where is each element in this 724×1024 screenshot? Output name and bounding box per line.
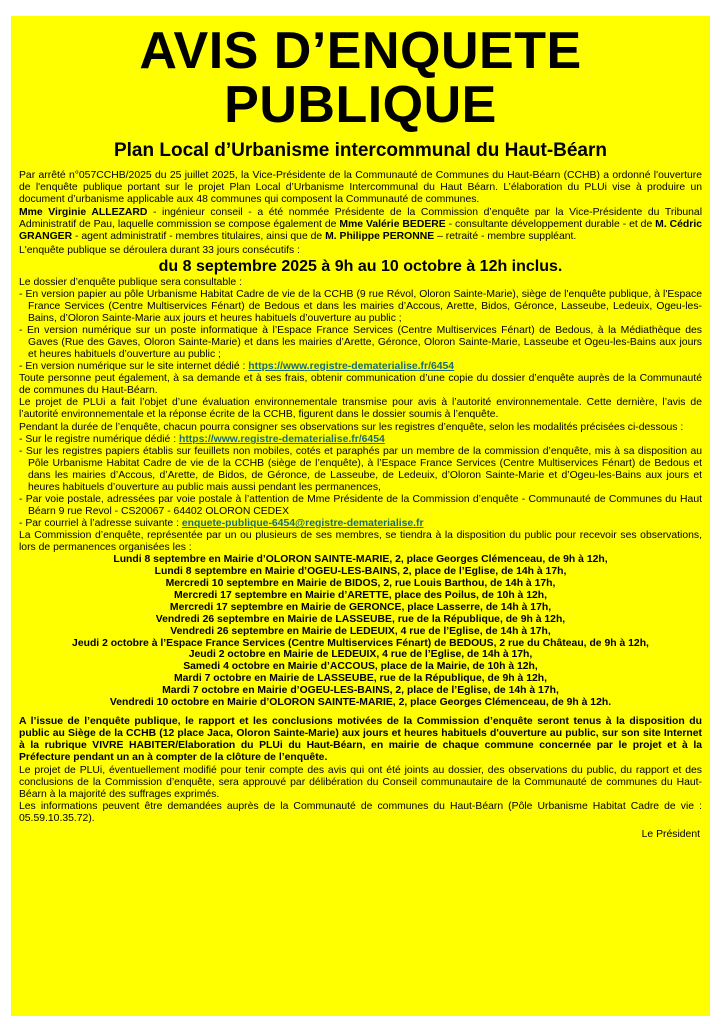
observation-item: - Par voie postale, adressées par voie postale à l’attention de Mme Présidente de la Commission d’enquête - Communauté de Communes du Haut Béarn 9 rue Revol - CS20067 - 64402 OLORON CEDEX xyxy=(19,494,702,518)
notice-title xyxy=(19,24,702,132)
permanences-intro: La Commission d’enquête, représentée par un ou plusieurs de ses membres, se tiendra à la disposition du public pour recevoir ses observations, lors de permanences organisées les : xyxy=(19,530,702,554)
permanence-item: Lundi 8 septembre en Mairie d’OLORON SAINTE-MARIE, 2, place Georges Clémenceau, de 9h à 12h, xyxy=(113,554,608,566)
permanence-item: Jeudi 2 octobre à l’Espace France Services (Centre Multiservices Fénart) de BEDOUS, 2 rue du Château, de 9h à 12h, xyxy=(72,637,649,649)
permanence-item: Jeudi 2 octobre en Mairie de LEDEUIX, 4 rue de l’Eglise, de 14h à 17h, xyxy=(188,649,533,661)
permanence-item: Mardi 7 octobre en Mairie d’OGEU-LES-BAINS, 2, place de l’Eglise, de 14h à 17h, xyxy=(162,685,559,697)
consultation-web-text: - En version numérique sur le site internet dédié : xyxy=(19,360,249,372)
commission-text-3: - agent administratif - membres titulaires, ainsi que de xyxy=(72,231,326,243)
decree-paragraph: Par arrêté n°057CCHB/2025 du 25 juillet 2025, la Vice-Présidente de la Communauté de Communes du Haut-Béarn (CCHB) a ordonné l'ouverture de l'enquête publique portant sur le projet Plan Local d’Urbanisme Intercommunal du Haut Béarn. L’élaboration du PLUi vise à produire un document d’urbanisme applicable aux 48 communes qui composent la Communauté de communes. xyxy=(19,170,702,205)
signature: Le Président xyxy=(641,829,700,841)
notice-subtitle: Plan Local d’Urbanisme intercommunal du Haut-Béarn xyxy=(113,140,608,161)
commission-text-1: - ingénieur conseil - a été nommée Présidente de la Commission d’enquête par la Vice-Présidente du Tribunal Administratif de Pau, laquelle commission se compose également de xyxy=(19,207,703,231)
copy-paragraph: Toute personne peut également, à sa demande et à ses frais, obtenir communication d’une copie du dossier d’enquête auprès de la Communauté de communes du Haut-Béarn. xyxy=(19,372,702,396)
permanence-item: Vendredi 26 septembre en Mairie de LEDEUIX, 4 rue de l’Eglise, de 14h à 17h, xyxy=(170,625,551,637)
registry-link[interactable]: https://www.registre-dematerialise.fr/6454 xyxy=(248,360,455,372)
title-line-1: AVIS D’ENQUETE xyxy=(139,22,582,80)
permanence-item: Mercredi 17 septembre en Mairie d’ARETTE, place des Poilus, de 10h à 12h, xyxy=(173,589,548,601)
approval-paragraph: Le projet de PLUi, éventuellement modifié pour tenir compte des avis qui ont été joints au dossier, des observations du public, du rapport et des conclusions de la Commission d’enquête, sera approuvé par délibération du Conseil communautaire de la Communauté de communes du Haut-Béarn à la majorité des suffrages exprimés. xyxy=(19,765,702,801)
observation-mail-text: - Par courriel à l’adresse suivante : xyxy=(19,518,182,530)
title-line-2: PUBLIQUE xyxy=(224,76,497,134)
observation-item: - Sur les registres papiers établis sur feuillets non mobiles, cotés et paraphés par un membre de la commission d’enquête, mis à sa disposition au Pôle Urbanisme Habitat Cadre de vie de la CCHB (siège de l’enquête), à l’Espace France Services (Centre Multiservices Fénart) de Bedous et dans les mairies d’Accous, d’Arette, de Bidos, de Géronce, de Lasseube, de Ledeuix, d’Oloron Sainte-Marie et d’Ogeu-les-Bains aux jours et heures habituels d’ouverture au public mais aussi pendant les permanences, xyxy=(19,446,702,494)
observation-web-text: - Sur le registre numérique dédié : xyxy=(19,434,179,446)
observations-intro: Pendant la durée de l’enquête, chacun pourra consigner ses observations sur les registres d’enquête, selon les modalités précisées ci-dessous : xyxy=(19,422,684,434)
permanence-item: Mardi 7 octobre en Mairie de LASSEUBE, rue de la République, de 9h à 12h, xyxy=(174,673,547,685)
permanence-item: Vendredi 10 octobre en Mairie d’OLORON SAINTE-MARIE, 2, place Georges Clémenceau, de 9h à 12h. xyxy=(109,697,612,709)
registry-link-observations[interactable]: https://www.registre-dematerialise.fr/6454 xyxy=(178,434,385,446)
permanences-list xyxy=(19,554,702,709)
consultation-item-web xyxy=(19,361,702,373)
notice-sheet xyxy=(11,16,710,1016)
duration-paragraph: L'enquête publique se déroulera durant 33 jours consécutifs : xyxy=(19,244,300,256)
commission-member-1: Mme Virginie ALLEZARD xyxy=(19,207,148,219)
consultation-item: - En version numérique sur un poste informatique à l’Espace France Services (Centre Multiservices Fénart) de Bedous, à la Médiathèque des Gaves (Rue des Gaves, Oloron Sainte-Marie) et dans les mairies d’Arette, Géronce, Oloron Sainte-Marie, Lasseube et Ogeu-les-Bains aux jours et heures habituels d’ouverture au public ; xyxy=(19,324,702,360)
permanence-item: Lundi 8 septembre en Mairie d’OGEU-LES-BAINS, 2, place de l’Eglise, de 14h à 17h, xyxy=(154,566,567,578)
permanence-item: Mercredi 10 septembre en Mairie de BIDOS, 2, rue Louis Barthou, de 14h à 17h, xyxy=(165,577,556,589)
consultation-item: - En version papier au pôle Urbanisme Habitat Cadre de vie de la CCHB (9 rue Révol, Oloron Sainte-Marie), siège de l'enquête publique, à l'Espace France Services (Centre Multiservices Fénart) de Bedous et dans les mairies d’Accous, Arette, Bidos, Géronce, Lasseube, Ledeuix, Ogeu-les-Bains, d’Oloron Sainte-Marie aux jours et heures habituels d’ouverture au public ; xyxy=(19,288,702,324)
enquiry-period: du 8 septembre 2025 à 9h au 10 octobre à 12h inclus. xyxy=(158,257,563,275)
permanence-item: Vendredi 26 septembre en Mairie de LASSEUBE, rue de la République, de 9h à 12h, xyxy=(155,613,566,625)
commission-member-3: M. Cédric GRANGER xyxy=(19,219,702,243)
consultation-intro: Le dossier d’enquête publique sera consultable : xyxy=(19,276,242,288)
permanence-item: Mercredi 17 septembre en Mairie de GERONCE, place Lasserre, de 14h à 17h, xyxy=(169,601,552,613)
observation-item-web xyxy=(19,434,702,446)
commission-member-4: M. Philippe PERONNE xyxy=(325,231,435,243)
email-link[interactable]: enquete-publique-6454@registre-dematerialise.fr xyxy=(181,518,424,530)
commission-paragraph xyxy=(19,207,702,243)
permanence-item: Samedi 4 octobre en Mairie d’ACCOUS, place de la Mairie, de 10h à 12h, xyxy=(183,661,538,673)
report-paragraph: A l’issue de l’enquête publique, le rapport et les conclusions motivées de la Commission d’enquête seront tenus à la disposition du public au Siège de la CCHB (12 place Jaca, Oloron Sainte-Marie) aux jours et heures habituels d'ouverture au public, sur son site Internet à la rubrique VIVRE HABITER/Elaboration du PLUi du Haut-Béarn, en mairie de chaque commune concernée par le projet et à la Préfecture pendant un an à compter de la clôture de l’enquête. xyxy=(19,715,702,763)
commission-member-2: Mme Valérie BEDERE xyxy=(339,219,446,231)
commission-text-2: - consultante développement durable - et de xyxy=(445,219,656,231)
commission-text-4: – retraité - membre suppléant. xyxy=(434,231,577,243)
environment-paragraph: Le projet de PLUi a fait l’objet d’une évaluation environnementale transmise pour avis à l’autorité environnementale. Cette dernière, l’avis de l’autorité environnementale et la réponse écrite de la CCHB, figurent dans le dossier soumis à l’enquête. xyxy=(19,396,702,420)
observation-item-mail xyxy=(19,518,702,530)
contact-paragraph: Les informations peuvent être demandées auprès de la Communauté de communes du Haut-Béarn (Pôle Urbanisme Habitat Cadre de vie : 05.59.10.35.72). xyxy=(19,801,702,825)
